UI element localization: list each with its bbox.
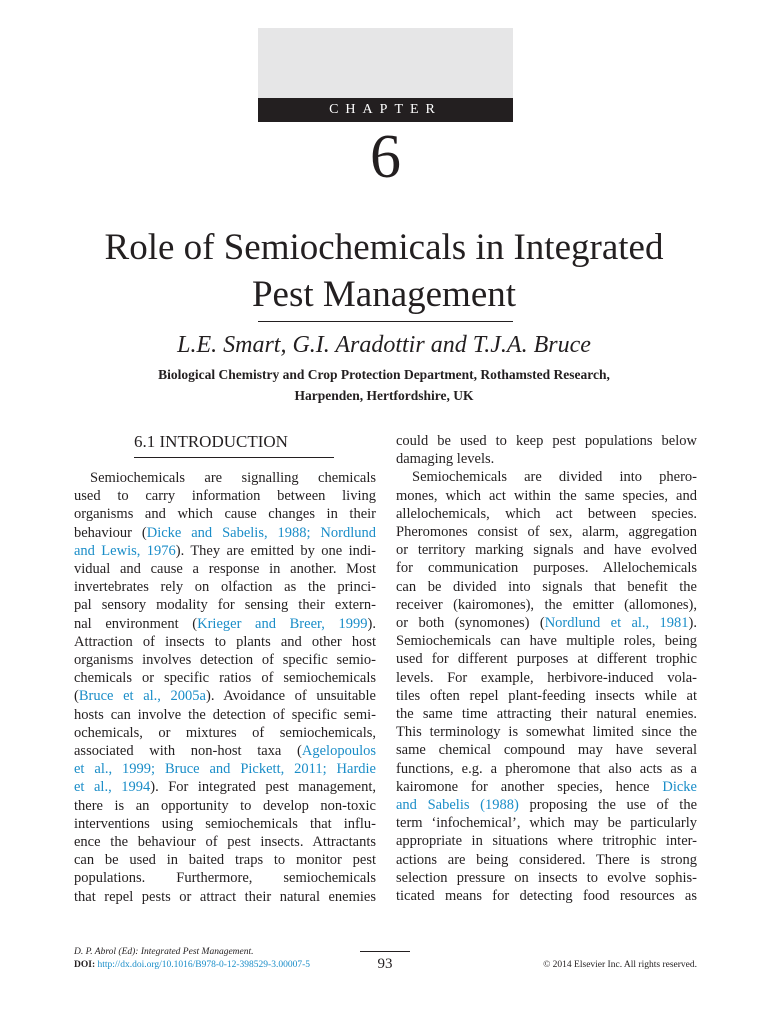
body-text: can be used in baited traps to monitor pest — [74, 852, 376, 869]
body-line — [74, 815, 376, 833]
body-line — [396, 851, 697, 869]
body-line — [74, 578, 376, 596]
body-text: actions are being considered. There is strong — [396, 851, 697, 868]
body-line — [396, 596, 697, 614]
citation-link[interactable]: and Lewis, 1976 — [74, 542, 176, 559]
body-line — [74, 505, 376, 523]
body-line — [396, 869, 697, 887]
chapter-title — [60, 224, 708, 318]
body-line — [74, 724, 376, 742]
chapter-label: CHAPTER — [329, 102, 442, 117]
body-text: organisms and which cause changes in their — [74, 506, 376, 523]
body-line — [396, 832, 697, 850]
body-text: functions, e.g. a pheromone that also acts as a — [396, 760, 697, 777]
body-text: for communication purposes. Allelochemicals — [396, 560, 697, 577]
body-line — [74, 487, 376, 505]
body-text: Attraction of insects to plants and other host — [74, 633, 376, 650]
body-line — [74, 888, 376, 906]
body-text: ence the behaviour of pest insects. Attractants — [74, 834, 376, 851]
body-text: This terminology is somewhat limited since the — [396, 724, 697, 741]
chapter-title-line: Role of Semiochemicals in Integrated — [104, 227, 664, 268]
body-text: hosts can involve the detection of specific semi- — [74, 706, 376, 723]
body-text: ). They are emitted by one indi- — [175, 542, 376, 559]
body-line — [74, 742, 376, 760]
body-text: nal environment ( — [74, 615, 198, 632]
citation-link[interactable]: Bruce et al., 2005a — [78, 688, 206, 705]
body-line — [74, 778, 376, 796]
citation-link[interactable]: et al., 1999; Bruce and Pickett, 2011; Hardie — [74, 761, 376, 778]
body-text: kairomone for another species, hence — [396, 778, 663, 795]
body-text: Pheromones consist of sex, alarm, aggregation — [396, 524, 697, 541]
body-text: ticated means for detecting food resources as — [396, 888, 697, 905]
body-line — [396, 723, 697, 741]
body-text: proposing the use of the — [518, 797, 698, 814]
body-line — [396, 705, 697, 723]
chapter-title-line: Pest Management — [251, 274, 517, 315]
citation-link[interactable]: Krieger and Breer, 1999 — [197, 615, 368, 632]
citation-link[interactable]: Dicke — [662, 778, 697, 795]
body-line — [74, 469, 376, 487]
body-text: behaviour ( — [74, 524, 147, 541]
chapter-header-box — [258, 28, 513, 98]
body-line — [396, 523, 697, 541]
body-line — [74, 760, 376, 778]
body-text: used for different purposes at different trophic — [396, 651, 697, 668]
body-line — [396, 468, 697, 486]
body-line — [74, 706, 376, 724]
chapter-number: 6 — [370, 123, 401, 191]
body-text: allelochemicals, which act between species. — [396, 505, 697, 522]
page-number-rule — [360, 951, 410, 952]
body-text: ochemicals, or mixtures of semiochemicals, — [74, 724, 376, 741]
body-text: selection pressure on insects to evolve sophis- — [396, 869, 697, 886]
citation-link[interactable]: Nordlund et al., 1981 — [544, 615, 689, 632]
affiliation — [60, 364, 708, 406]
affiliation-line: Harpenden, Hertfordshire, UK — [294, 388, 474, 403]
body-text: tiles often repel plant-feeding insects while at — [396, 687, 697, 704]
body-line — [396, 578, 697, 596]
body-text: that repel pests or attract their natural enemies — [74, 888, 376, 905]
section-heading: 6.1 INTRODUCTION — [134, 431, 334, 458]
body-text: can be divided into signals that benefit the — [396, 578, 697, 595]
body-line — [396, 760, 697, 778]
body-line — [74, 669, 376, 687]
body-text: or both (synomones) ( — [396, 615, 545, 632]
body-line — [396, 487, 697, 505]
body-line — [74, 560, 376, 578]
body-text: the same time attracting their natural enemies. — [396, 706, 697, 723]
footer-citation-block — [74, 946, 310, 972]
body-line — [396, 450, 697, 468]
body-text: levels. For example, herbivore-induced vola- — [396, 669, 697, 686]
body-line — [396, 541, 697, 559]
body-text: or territory marking signals and have evolved — [396, 542, 697, 559]
body-text: associated with non-host taxa ( — [74, 743, 302, 760]
body-text: Semiochemicals can have multiple roles, being — [396, 633, 697, 650]
body-text: Semiochemicals are divided into phero- — [412, 469, 697, 486]
body-text: chemicals or specific ratios of semiochemicals — [74, 670, 376, 687]
body-line — [396, 559, 697, 577]
body-line — [396, 632, 697, 650]
citation-link[interactable]: Agelopoulos — [301, 743, 376, 760]
doi-link[interactable]: http://dx.doi.org/10.1016/B978-0-12-398529-3.00007-5 — [97, 960, 311, 970]
body-text: could be used to keep pest populations below — [396, 433, 697, 449]
citation-link[interactable]: Dicke and Sabelis, 1988; Nordlund — [146, 524, 376, 541]
body-line — [74, 687, 376, 705]
body-line — [396, 814, 697, 832]
body-text: appropriate in situations where tritrophic inter- — [396, 833, 697, 850]
body-text: Semiochemicals are signalling chemicals — [90, 470, 376, 486]
body-line — [74, 542, 376, 560]
body-text: interventions using semiochemicals that influ- — [74, 815, 376, 832]
body-line — [396, 687, 697, 705]
body-line — [396, 669, 697, 687]
body-line — [396, 741, 697, 759]
body-text: vidual and cause a response in another. Most — [74, 561, 376, 578]
body-line — [74, 524, 376, 542]
body-column-left — [74, 469, 376, 906]
body-text: same chemical compound may have several — [396, 742, 697, 759]
body-line — [396, 887, 697, 905]
copyright-notice: © 2014 Elsevier Inc. All rights reserved. — [543, 960, 697, 970]
body-line — [396, 432, 697, 450]
body-line — [74, 851, 376, 869]
footer-citation: D. P. Abrol (Ed): Integrated Pest Management. — [74, 947, 254, 957]
body-text: there is an opportunity to develop non-toxic — [74, 797, 376, 814]
affiliation-line: Biological Chemistry and Crop Protection Department, Rothamsted Research, — [158, 367, 610, 382]
citation-link[interactable]: et al., 1994 — [74, 779, 151, 796]
body-text: invertebrates rely on olfaction as the princi- — [74, 579, 376, 596]
body-line — [396, 505, 697, 523]
body-line — [74, 633, 376, 651]
body-text: organisms involves detection of specific semio- — [74, 652, 376, 669]
body-text: mones, which act within the same species, and — [396, 487, 697, 504]
body-line — [396, 778, 697, 796]
body-text: populations. Furthermore, semiochemicals — [74, 870, 376, 887]
body-text: ). — [367, 615, 376, 632]
body-line — [74, 869, 376, 887]
body-line — [74, 615, 376, 633]
chapter-label-bar — [258, 98, 513, 122]
body-text: term ‘infochemical’, which may be particularly — [396, 815, 697, 832]
body-text: ( — [74, 688, 79, 705]
body-line — [74, 833, 376, 851]
body-line — [74, 797, 376, 815]
page-number: 93 — [377, 956, 393, 972]
authors: L.E. Smart, G.I. Aradottir and T.J.A. Bruce — [177, 332, 591, 358]
title-divider — [258, 321, 513, 322]
body-column-right — [396, 432, 697, 905]
body-text: receiver (kairomones), the emitter (allomones), — [396, 596, 697, 613]
body-text: ). — [688, 615, 697, 632]
body-text: pal sensory modality for sensing their extern- — [74, 597, 376, 614]
body-text: damaging levels. — [396, 451, 495, 468]
citation-link[interactable]: and Sabelis (1988) — [396, 797, 519, 814]
body-line — [74, 651, 376, 669]
doi-label: DOI: — [74, 960, 96, 970]
body-line — [396, 796, 697, 814]
body-text: ). Avoidance of unsuitable — [206, 688, 376, 705]
body-text: ). For integrated pest management, — [150, 779, 376, 796]
body-line — [396, 650, 697, 668]
body-line — [74, 596, 376, 614]
body-text: used to carry information between living — [74, 488, 376, 505]
body-line — [396, 614, 697, 632]
